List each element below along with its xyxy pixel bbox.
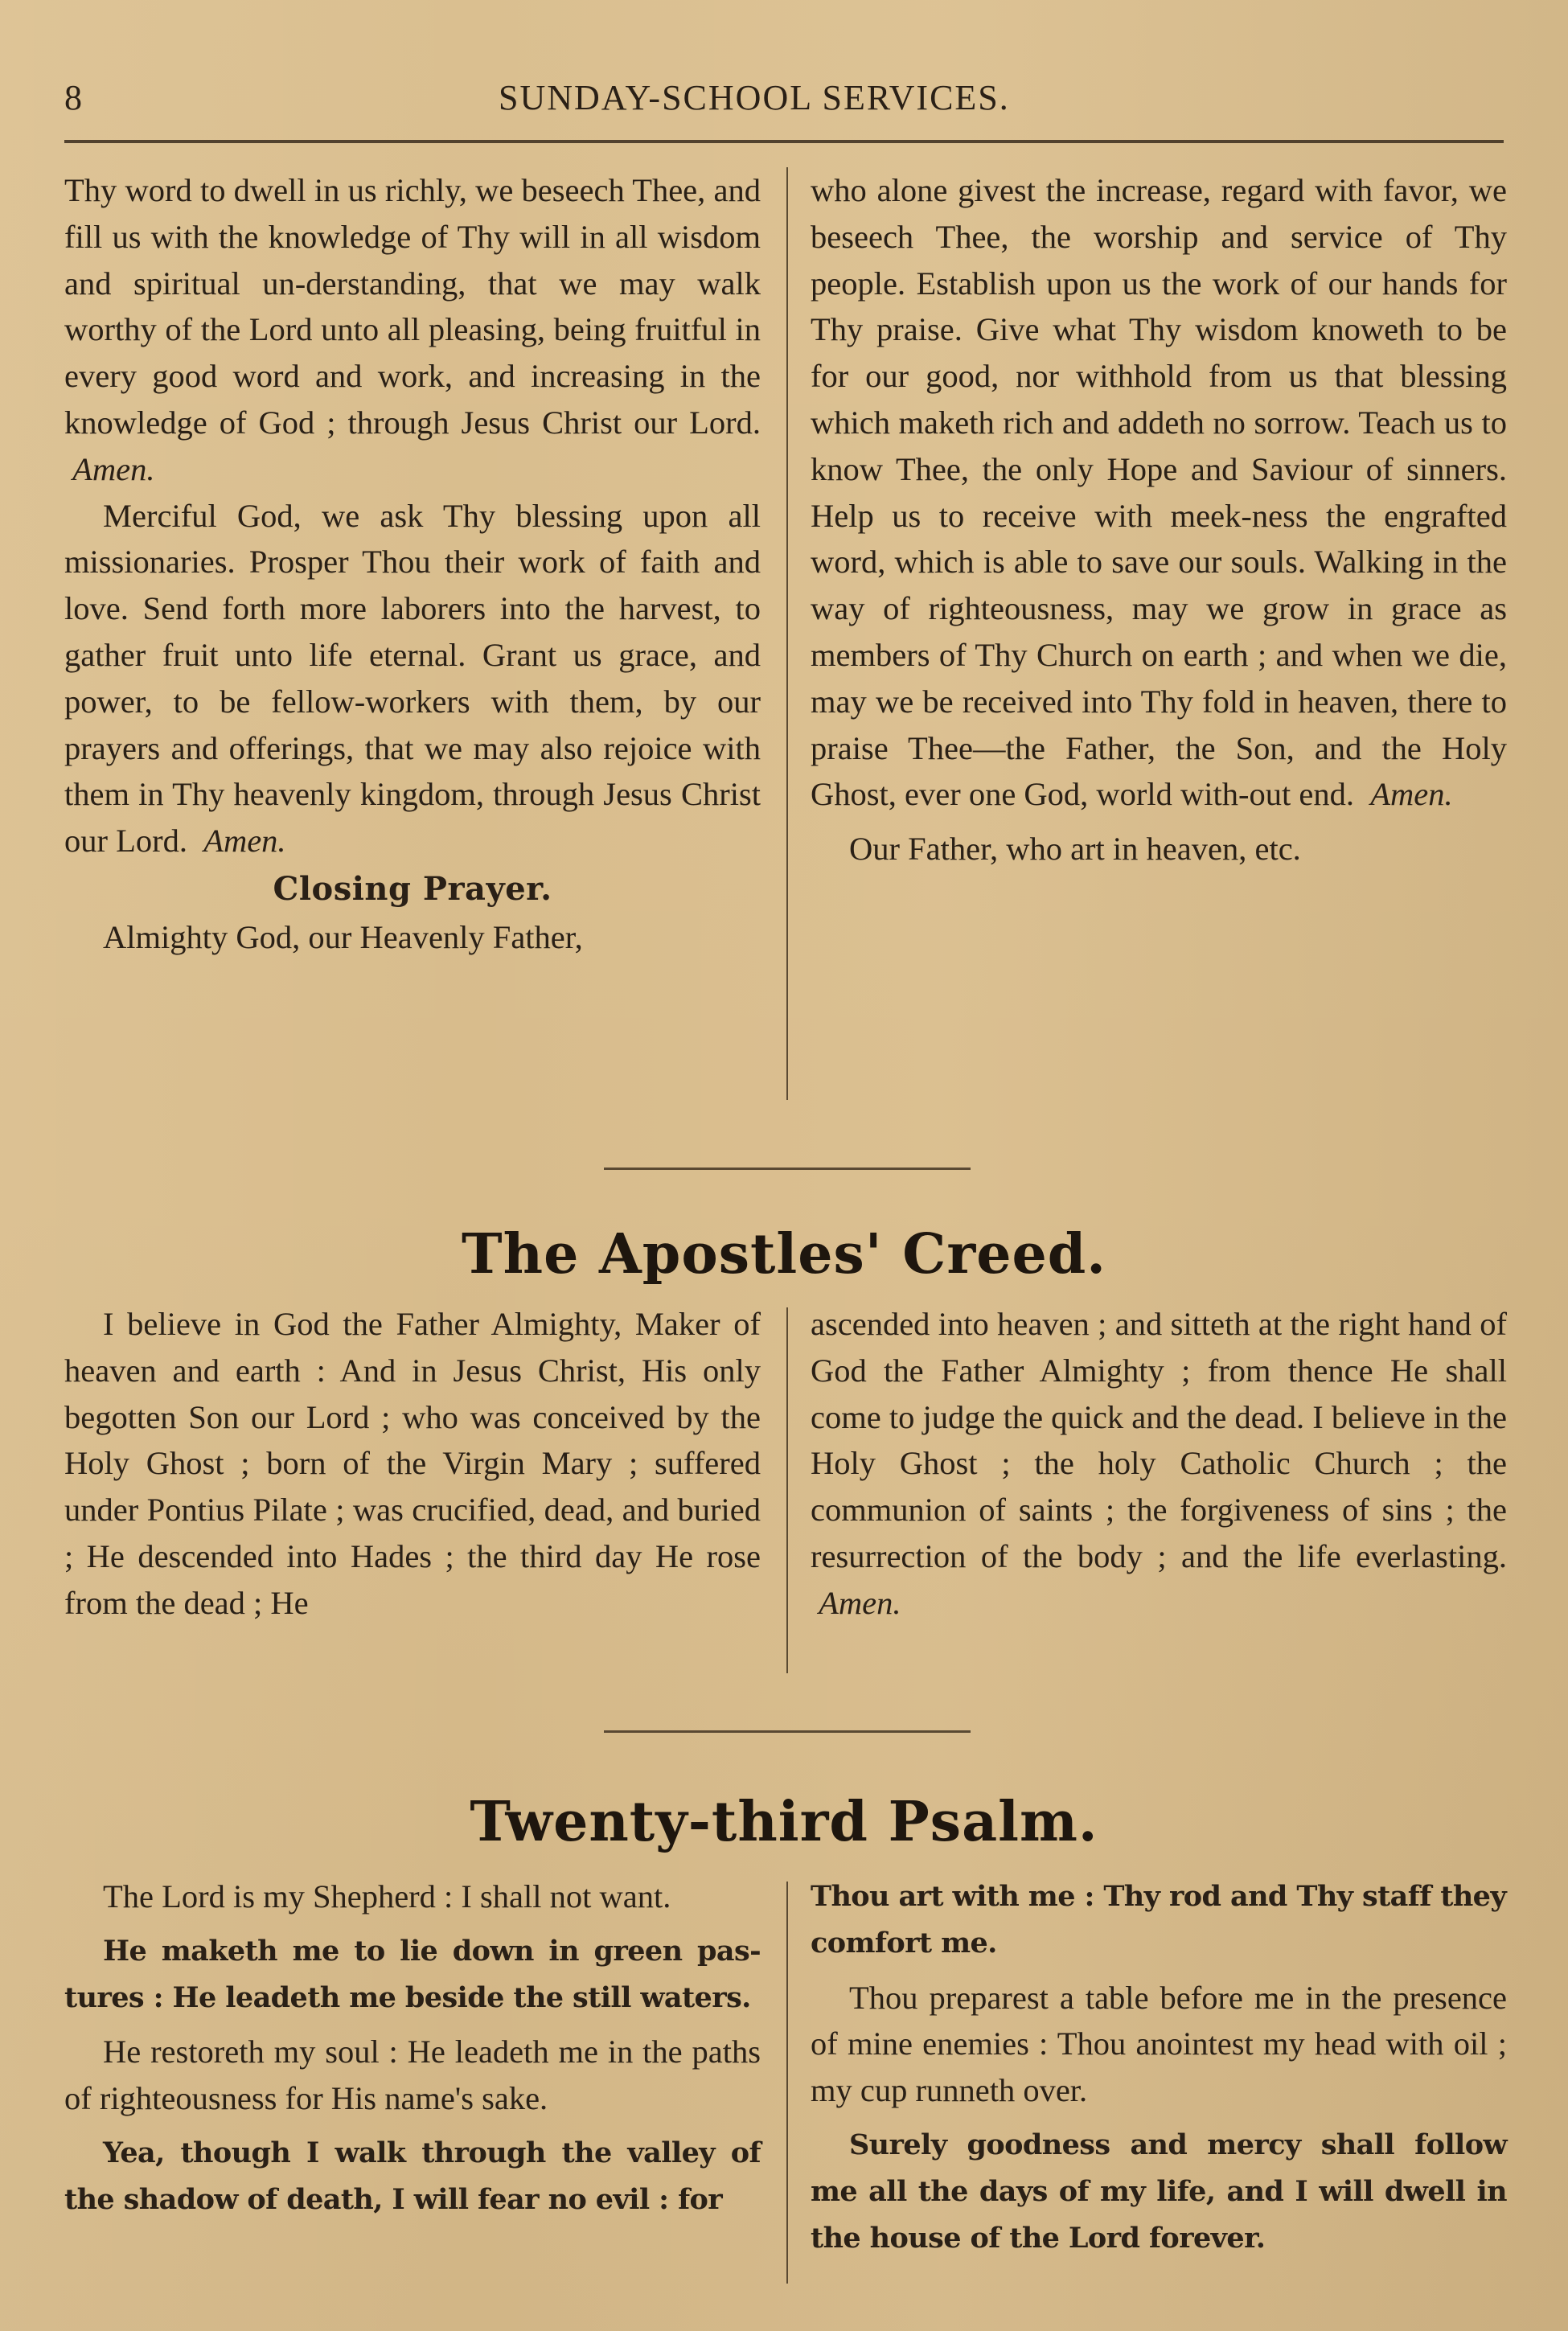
prayer-paragraph	[64, 493, 761, 864]
prayers-right-column	[811, 167, 1507, 872]
creed-text: ascended into heaven ; and sitteth at the right hand of God the Father Almighty ; from thence He shall come to judge the quick and the dead. I believe in the Holy Ghost ; the holy Catholic Church ; the communion of saints ; the forgiveness of sins ; the resurrection of the body ; and the life everlasting.	[811, 1306, 1507, 1574]
prayer-paragraph	[811, 167, 1507, 818]
section-rule	[604, 1168, 971, 1170]
creed-right-column	[811, 1301, 1507, 1627]
header-rule	[64, 140, 1504, 143]
psalm-right-column	[811, 1873, 1507, 2261]
psalm-verse: He restoreth my soul : He leadeth me in the paths of righteousness for His name's sake.	[64, 2033, 761, 2117]
running-title: SUNDAY-SCHOOL SERVICES.	[499, 78, 1010, 117]
psalm-verse: Thou preparest a table before me in the presence of mine enemies : Thou anointest my head with oil ; my cup runneth over.	[811, 1979, 1507, 2109]
creed-title: The Apostles' Creed.	[462, 1222, 1106, 1287]
prayer-paragraph: Almighty God, our Heavenly Father,	[103, 918, 583, 955]
psalm-title: Twenty-third Psalm.	[470, 1790, 1098, 1854]
prayer-text: Merciful God, we ask Thy blessing upon all missionaries. Prosper Thou their work of faith and love. Send forth more laborers into the harvest, to gather fruit unto life eternal. Grant us grace, and power, to be fellow-workers with them, by our prayers and offerings, that we may also rejoice with them in Thy heavenly kingdom, through Jesus Christ our Lord.	[64, 497, 761, 860]
amen-text: Amen.	[203, 823, 286, 860]
section-rule	[604, 1730, 971, 1733]
prayers-left-column	[64, 167, 761, 961]
prayer-text: Thy word to dwell in us richly, we beseech Thee, and fill us with the knowledge of Thy will in all wisdom and spiritual un-derstanding, that we may walk worthy of the Lord unto all pleasing, being fruitful in every good word and work, and increasing in the knowledge of God ; through Jesus Christ our Lord.	[64, 172, 761, 441]
running-header	[64, 74, 1504, 122]
column-divider	[786, 167, 788, 1100]
column-divider	[786, 1882, 788, 2284]
creed-text: I believe in God the Father Almighty, Maker of heaven and earth : And in Jesus Christ, His only begotten Son our Lord ; who was conceived by the Holy Ghost ; born of the Virgin Mary ; suffered under Pontius Pilate ; was crucified, dead, and buried ; He descended into Hades ; the third day He rose from the dead ; He	[64, 1306, 761, 1621]
amen-text: Amen.	[819, 1584, 901, 1621]
amen-text: Amen.	[72, 450, 155, 487]
prayer-paragraph	[64, 167, 761, 493]
psalm-verse: The Lord is my Shepherd : I shall not want.	[103, 1878, 671, 1914]
creed-paragraph	[811, 1301, 1507, 1627]
psalm-section	[64, 1873, 1507, 2292]
psalm-verse: Surely goodness and mercy shall follow me all the days of my life, and I will dwell in the house of the Lord forever.	[811, 2128, 1507, 2255]
psalm-left-column	[64, 1873, 761, 2223]
creed-left-column	[64, 1301, 761, 1627]
page-number: 8	[64, 78, 83, 117]
amen-text: Amen.	[1370, 776, 1453, 813]
prayers-section	[64, 167, 1507, 1116]
column-divider	[786, 1307, 788, 1673]
psalm-verse: Yea, though I walk through the valley of the shadow of death, I will fear no evil : for	[64, 2136, 761, 2216]
closing-prayer-heading: Closing Prayer.	[273, 869, 552, 908]
psalm-verse: He maketh me to lie down in green pas-tures : He leadeth me beside the still waters.	[64, 1934, 761, 2014]
lords-prayer-line: Our Father, who art in heaven, etc.	[849, 831, 1301, 868]
creed-section	[64, 1301, 1507, 1679]
psalm-verse: Thou art with me : Thy rod and Thy staff they comfort me.	[811, 1880, 1507, 1960]
prayer-text: who alone givest the increase, regard with favor, we beseech Thee, the worship and service of Thy people. Establish upon us the work of our hands for Thy praise. Give what Thy wisdom knoweth to be for our good, nor withhold from us that blessing which maketh rich and addeth no sorrow. Teach us to know Thee, the only Hope and Saviour of sinners. Help us to receive with meek-ness the engrafted word, which is able to save our souls. Walking in the way of righteousness, may we grow in grace as members of Thy Church on earth ; and when we die, may we be received into Thy fold in heaven, there to praise Thee—the Father, the Son, and the Holy Ghost, ever one God, world with-out end.	[811, 172, 1507, 813]
